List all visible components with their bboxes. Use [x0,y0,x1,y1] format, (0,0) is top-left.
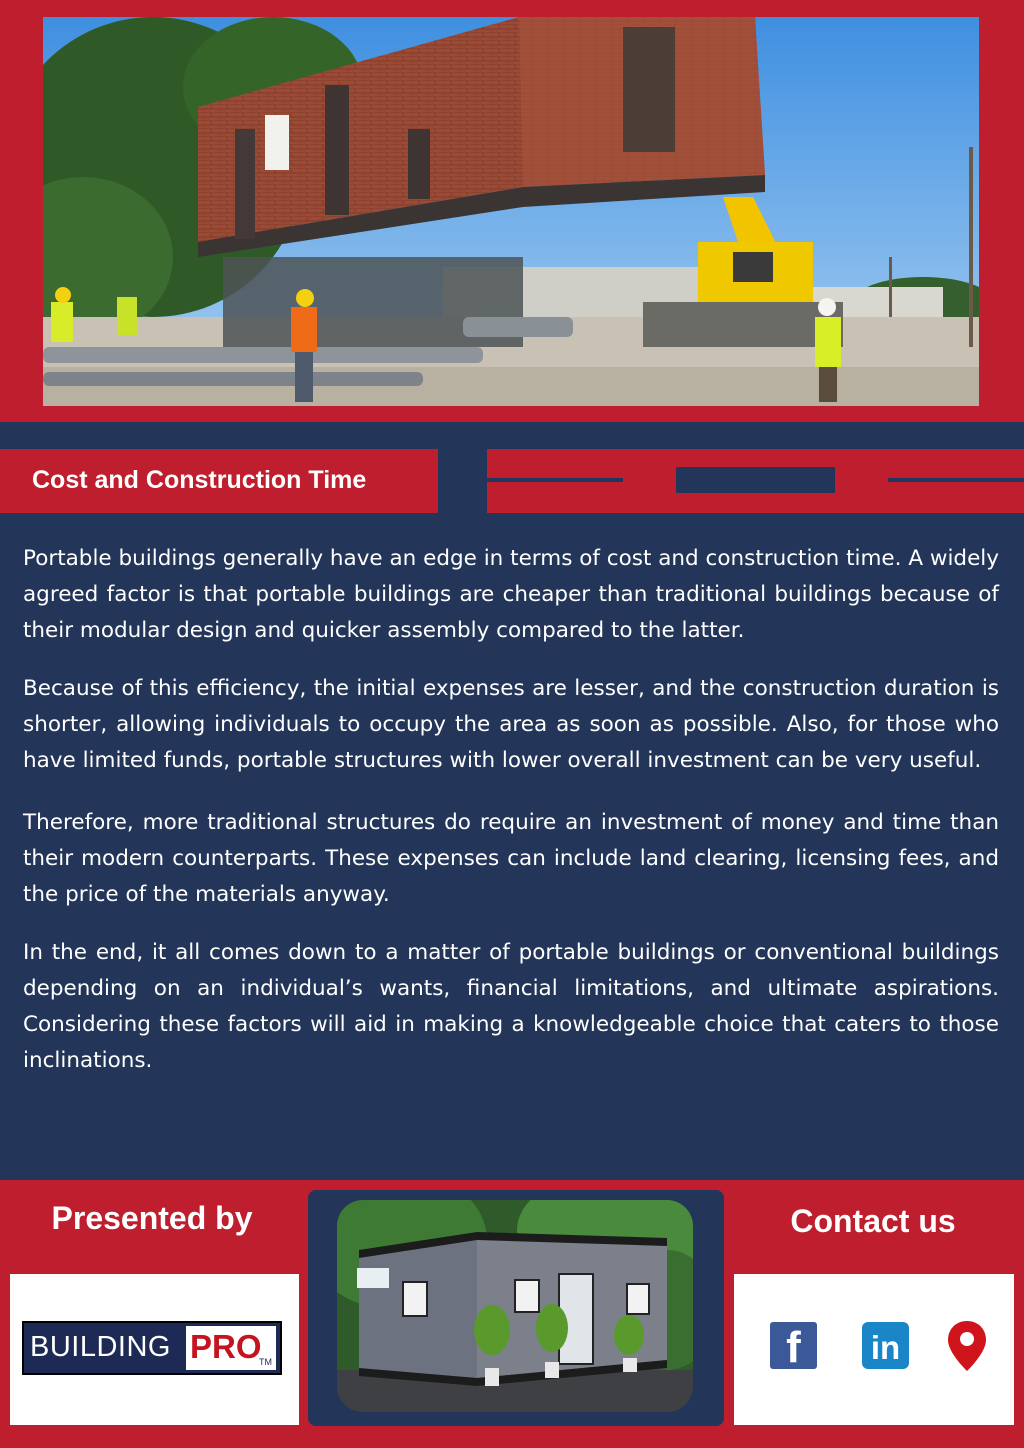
decorative-line-right [888,478,1024,482]
contact-us-label: Contact us [790,1203,956,1239]
paragraph: Therefore, more traditional structures do require an investment of money and time than their modern counterparts. These expenses can include land clearing, licensing fees, and the price of the materials anyway. [23,810,999,907]
portable-building-photo [337,1200,693,1412]
decorative-block-center [676,467,835,493]
location-pin-icon[interactable] [948,1321,986,1371]
hero-illustration [43,17,979,406]
decorative-line-left [487,478,623,482]
logo-text-building: BUILDING [30,1331,171,1363]
paragraph: Because of this efficiency, the initial expenses are lesser, and the construction duration is shorter, allowing individuals to occupy the area as soon as possible. Also, for those who have limited funds, portable structures with lower overall investment can be very useful. [23,676,999,773]
body-text [23,541,999,1101]
facebook-icon[interactable] [770,1322,817,1372]
logo-trademark: TM [259,1357,272,1367]
paragraph: In the end, it all comes down to a matter of portable buildings or conventional buildings depending on an individual’s wants, financial limitations, and ultimate aspirations. Considering these factors will aid in making a knowledgeable choice that caters to those inclinations. [23,940,999,1073]
presented-by-label: Presented by [51,1200,253,1236]
location-pin-shape [948,1321,986,1371]
linkedin-glyph: in [870,1329,901,1366]
linkedin-icon[interactable] [862,1322,909,1369]
logo-text-pro: PRO [190,1328,262,1365]
paragraph: Portable buildings generally have an edge in terms of cost and construction time. A widely agreed factor is that portable buildings are cheaper than traditional buildings because of their modular design and quicker assembly compared to the latter. [23,546,999,643]
facebook-glyph: f [786,1323,801,1372]
portable-building-illustration [337,1200,693,1412]
hero-photo [43,17,979,406]
section-title: Cost and Construction Time [32,466,367,494]
